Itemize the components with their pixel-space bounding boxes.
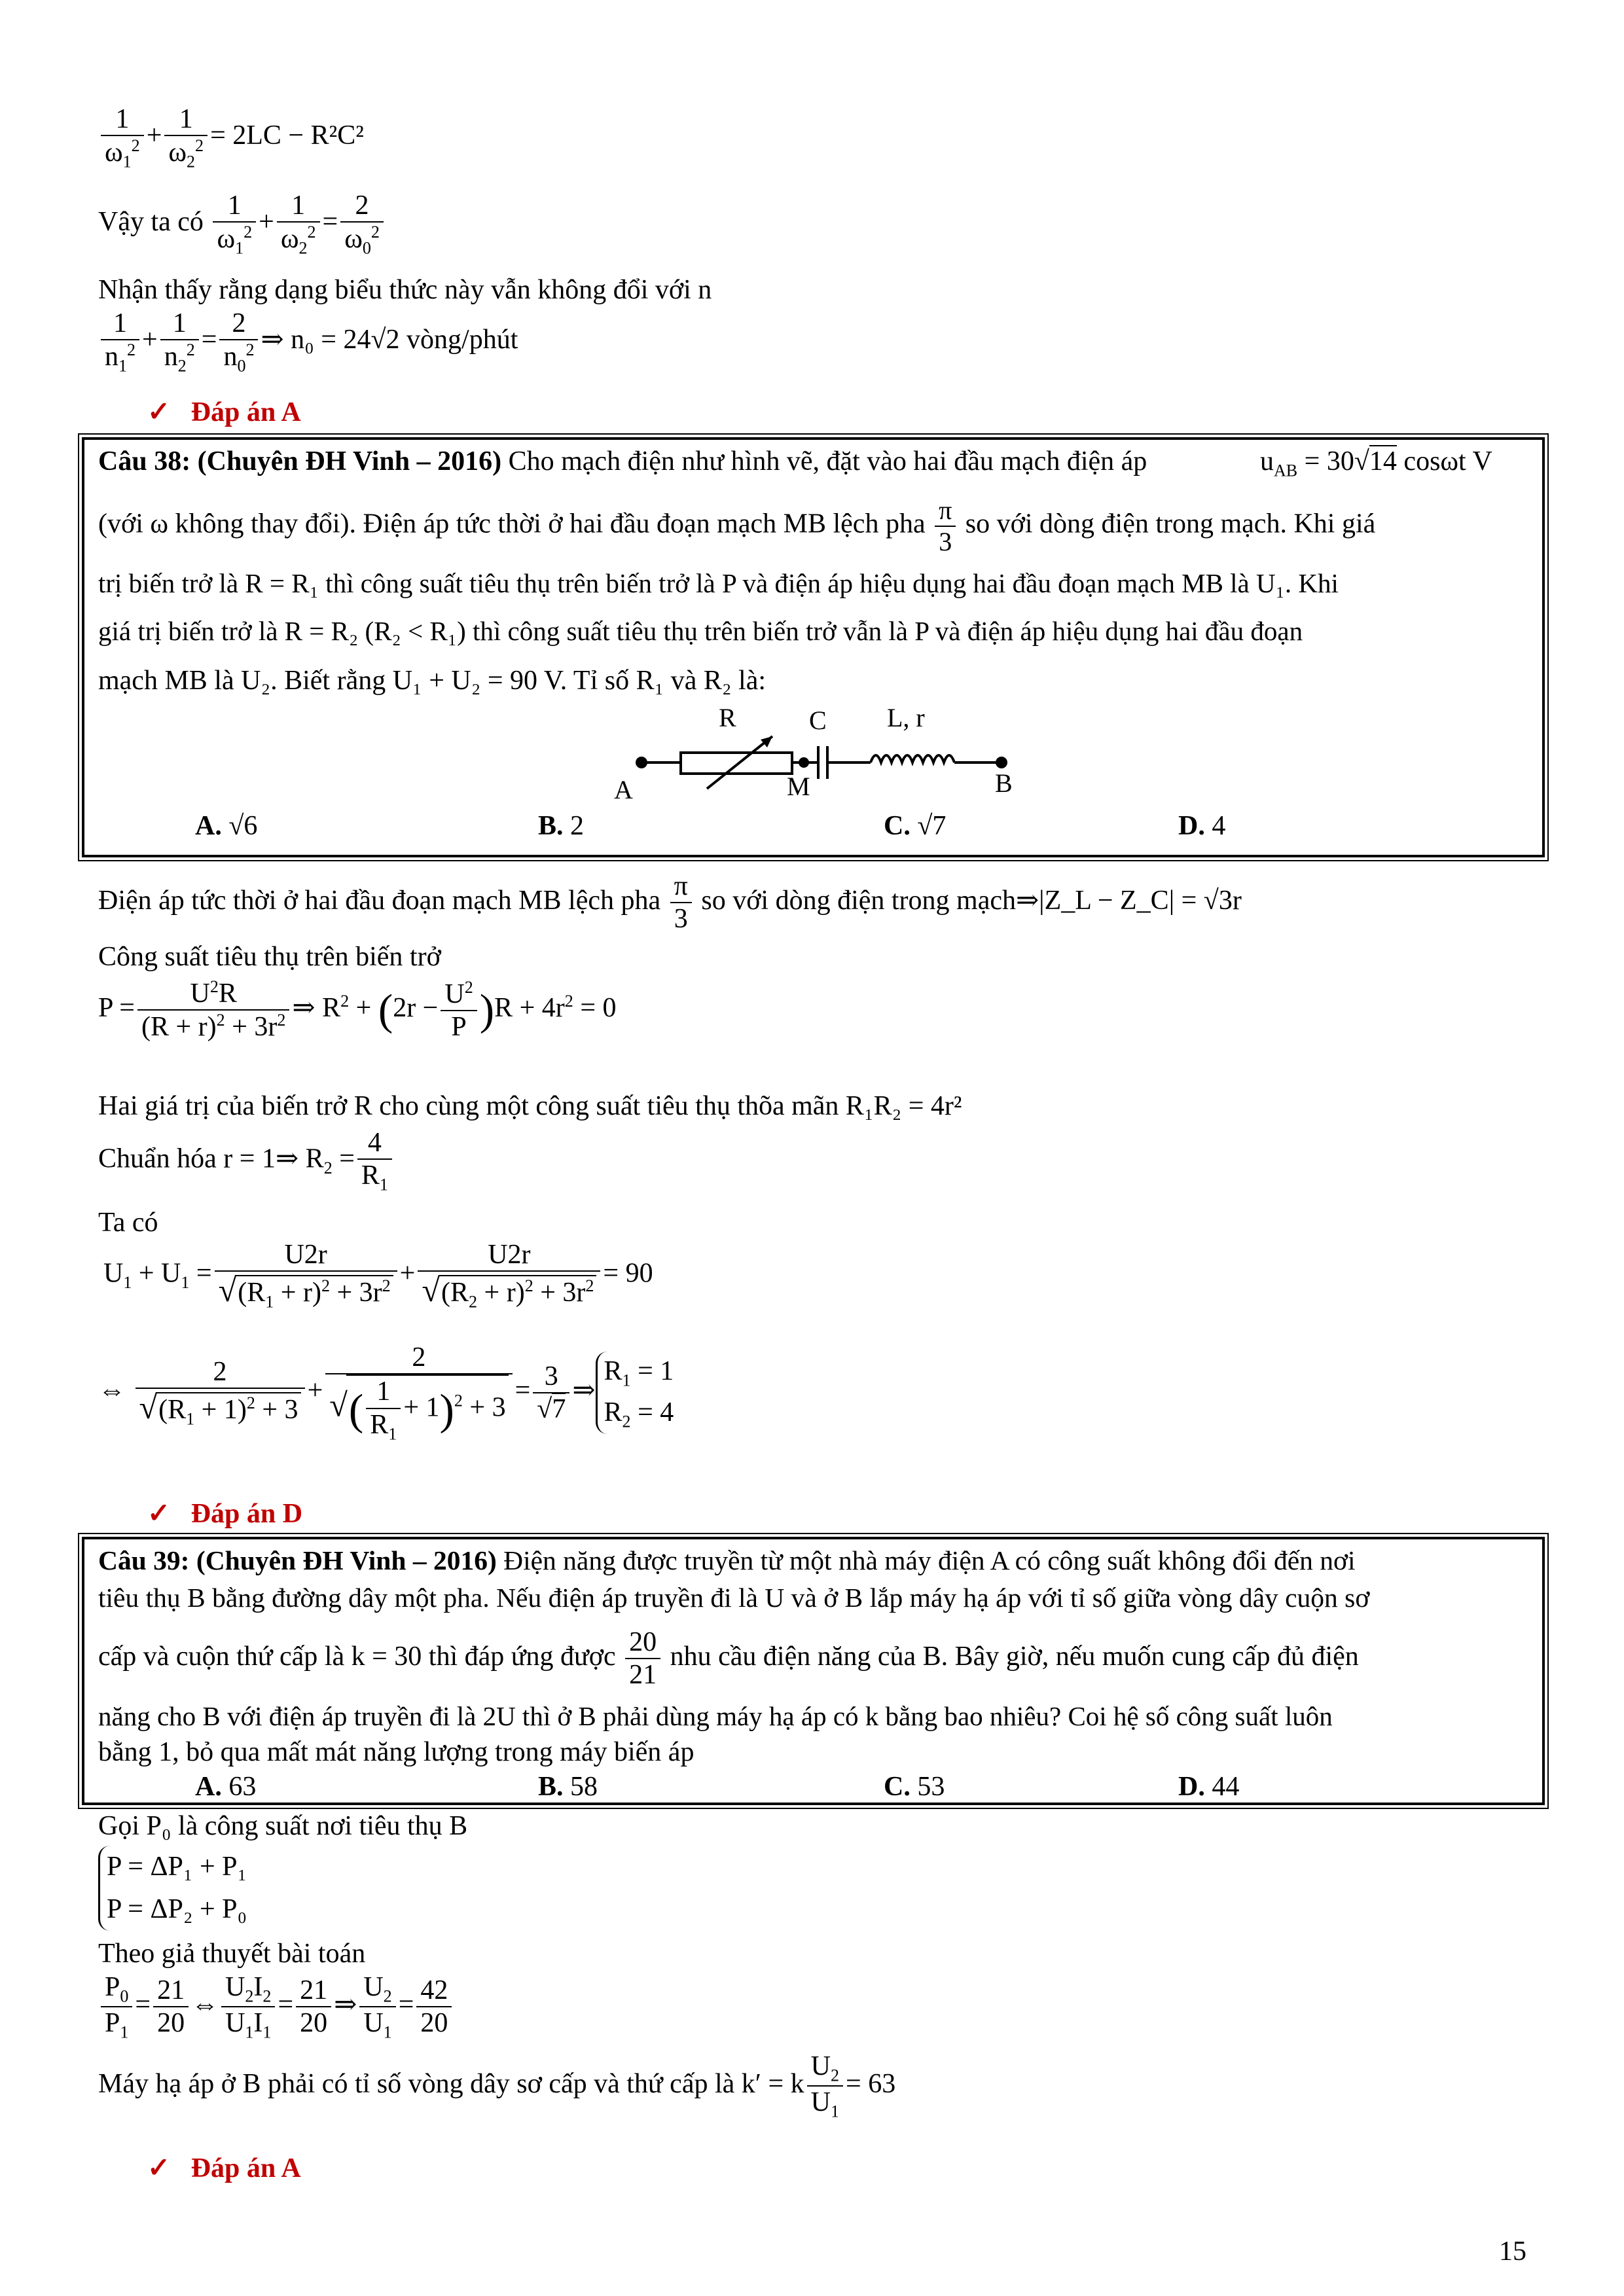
q39-label: Câu 39: (Chuyên ĐH Vinh – 2016) [98,1545,497,1575]
answer-38-text: Đáp án D [190,1499,303,1529]
eq-equiv: ⇔ $\frac{2}{√(R_1 + 1)^2 + 3}$ + 2 √( $\frac{1}{R_1}$ + 1)$^2$ + 3 = $\frac{3}{√7}$ $\Rightarrow R_1 = 1$ $R_2 = 4$ [98,1342,674,1443]
q39-line3: cấp và cuộn thứ cấp là k = 30 thì đáp ứng được $\frac{20}{21}$ nhu cầu điện năng của B. Bây giờ, nếu muốn cung cấp đủ điện [98,1627,1359,1691]
label-c: C [809,706,827,735]
q39-line4: năng cho B với điện áp truyền đi là 2U thì ở B phải dùng máy hạ áp có k bằng bao nhiêu? Coi hệ số công suất luôn [98,1701,1333,1731]
sol39-line2: Theo giả thuyết bài toán [98,1939,366,1969]
eq-ratio: $\frac{P_0}{P_1}$ = $\frac{21}{20}$ ⇔ $\frac{U_2I_2}{U_1I_1}$ = $\frac{21}{20}$ ⇒ $\frac{U_2}{U_1}$ = $\frac{42}{20}$ [98,1971,454,2043]
sol38-l1: Điện áp tức thời ở hai đầu đoạn mạch MB lệch pha [98,885,661,916]
q39-opt-a-text: 63 [228,1772,257,1802]
label-a: A [614,775,633,804]
q39-opt-b-letter: B. [538,1772,564,1802]
page-number: 15 [1499,2236,1526,2267]
q38-formula: $u_{AB} = 30√14$ cosωt V [1260,446,1492,480]
q39-opt-b-text: 58 [570,1772,598,1802]
n0-result: ⇒ n₀ = 24√2 vòng/phút [261,324,518,355]
q38-line1 [98,445,1147,478]
q39-opt-a [195,1770,256,1803]
sol38-line1: Điện áp tức thời ở hai đầu đoạn mạch MB lệch pha $\frac{\pi}{3}$ so với dòng điện trong mạch⇒|Z_L − Z_C| = √3r [98,871,1242,935]
q38-opt-d-letter: D. [1178,811,1205,841]
q38-opt-c [884,810,946,842]
answer-39-text: Đáp án A [190,2153,301,2183]
q39-opt-b [538,1770,598,1803]
answer-prev-text: Đáp án A [190,397,301,427]
q38-line2: (với ω không thay đổi). Điện áp tức thời ở hai đầu đoạn mạch MB lệch pha $\frac{\pi}{3}$ so với dòng điện trong mạch. Khi giá [98,495,1376,556]
sol38-line5: Ta có [98,1208,158,1238]
q38-label: Câu 38: (Chuyên ĐH Vinh – 2016) [98,446,502,476]
vay-ta-co: Vậy ta có $\frac{1}{\omega_1^2}$ + $\frac{1}{\omega_2^2}$ = $\frac{2}{\omega_0^2}$ [98,190,386,259]
sol38-line3: Hai giá trị của biến trở R cho cùng một công suất tiêu thụ thõa mãn R₁R₂ = 4r² [98,1091,962,1121]
q39-opt-a-letter: A. [195,1772,222,1802]
q39-opt-d-text: 44 [1212,1772,1240,1802]
answer-39 [147,2152,301,2185]
q38-opt-d [1178,810,1225,842]
q38-opt-c-letter: C. [884,811,911,841]
q39-line1 [98,1545,1356,1577]
q38-line4: giá trị biến trở là R = R₂ (R₂ < R₁) thì công suất tiêu thụ trên biến trở vẫn là P và điện áp hiệu dụng hai đầu đoạn [98,616,1303,646]
q39-line1-text: Điện năng được truyền từ một nhà máy điện A có công suất không đổi đến nơi [503,1545,1356,1575]
sol39-line1: Gọi P₀ là công suất nơi tiêu thụ B [98,1811,468,1841]
q38-line3: trị biến trở là R = R₁ thì công suất tiêu thụ trên biến trở là P và điện áp hiệu dụng hai đầu đoạn mạch MB là U₁. Khi [98,568,1339,598]
sys-eq1: P = ΔP₁ + P₁ [107,1852,247,1882]
nhan-thay: Nhận thấy rằng dạng biểu thức này vẫn không đổi với n [98,275,712,305]
circuit-diagram [609,700,1028,812]
q39-opt-c-letter: C. [884,1772,911,1802]
power-formula: P = $\frac{U^2R}{(R + r)^2 + 3r^2}$ ⇒ $R^2 + (2r$ − $\frac{U^2}{P}$ )$R + 4r^2 = 0$ [98,977,617,1043]
q39-line3a: cấp và cuộn thứ cấp là k = 30 thì đáp ứng được [98,1641,616,1672]
node-b [996,757,1007,768]
q38-line2b: so với dòng điện trong mạch. Khi giá [965,509,1376,539]
sol39-l3: Máy hạ áp ở B phải có tỉ số vòng dây sơ cấp và thứ cấp là k′ = k [98,2068,804,2099]
q39-opt-d [1178,1770,1239,1803]
check-icon: ✓ [147,1499,171,1529]
label-lr: L, r [887,703,925,732]
q39-line2: tiêu thụ B bằng đường dây một pha. Nếu điện áp truyền đi là U và ở B lắp máy hạ áp với tỉ số giữa vòng dây cuộn sơ [98,1583,1370,1613]
node-a [636,757,647,768]
q39-opt-c-text: 53 [917,1772,945,1802]
label-r: R [719,703,736,732]
check-icon: ✓ [147,397,171,427]
sol39-l3b: = 63 [846,2068,896,2099]
eq-omega-rhs: = 2LC − R²C² [210,120,364,151]
sol38-l4: Chuẩn hóa [98,1143,217,1174]
q38-opt-b-text: 2 [570,811,585,841]
q39-line5: bằng 1, bỏ qua mất mát năng lượng trong máy biến áp [98,1737,695,1767]
vay-ta-co-text: Vậy ta có [98,206,204,237]
q38-line2a: (với ω không thay đổi). Điện áp tức thời ở hai đầu đoạn mạch MB lệch pha [98,509,926,539]
resistor-rect [681,753,792,774]
label-m: M [787,772,810,801]
inductor-coil [871,755,954,762]
sol39-system [98,1846,247,1931]
q38-opt-a-text: √6 [228,811,258,841]
answer-prev [147,396,301,429]
q38-line5: mạch MB là U₂. Biết rằng U₁ + U₂ = 90 V. Tỉ số R₁ và R₂ là: [98,666,767,696]
q38-opt-a-letter: A. [195,811,222,841]
q38-line1-text: Cho mạch điện như hình vẽ, đặt vào hai đầu mạch điện áp [508,446,1147,476]
q38-opt-a [195,810,257,842]
eq-n: $\frac{1}{n_1^2}$ + $\frac{1}{n_2^2}$ = $\frac{2}{n_0^2}$ ⇒ n₀ = 24√2 vòng/phút [98,308,518,376]
q39-line3b: nhu cầu điện năng của B. Bây giờ, nếu muốn cung cấp đủ điện [670,1641,1359,1672]
q38-opt-b [538,810,584,842]
node-m [799,757,809,768]
check-icon: ✓ [147,2153,171,2183]
answer-38 [147,1498,302,1530]
eq-omega: $\frac{1}{\omega_1^2}$ + $\frac{1}{\omega_2^2}$ = 2LC − R²C² [98,103,364,172]
sol39-line3: Máy hạ áp ở B phải có tỉ số vòng dây sơ cấp và thứ cấp là k′ = k $\frac{U_2}{U_1}$ = 63 [98,2051,896,2121]
eq-u1u2: $U_1 + U_1$ = $\frac{U2r}{√(R_1 + r)^2 + 3r^2}$ + $\frac{U2r}{√(R_2 + r)^2 + 3r^2}$ = 90 [103,1240,653,1312]
label-b: B [995,768,1013,798]
q38-opt-b-letter: B. [538,811,564,841]
q39-opt-c [884,1770,945,1803]
sol38-line2: Công suất tiêu thụ trên biến trở [98,942,441,972]
sol38-l1b: so với dòng điện trong mạch⇒|Z_L − Z_C| = √3r [701,885,1242,916]
sol38-line4: Chuẩn hóa r = 1⇒ $R_2$ = $\frac{4}{R_1}$ [98,1127,395,1195]
sys-eq2: P = ΔP₂ + P₀ [107,1894,247,1925]
rheostat-arrow [707,736,772,789]
q38-opt-c-text: √7 [917,811,947,841]
q39-opt-d-letter: D. [1178,1772,1205,1802]
q38-opt-d-text: 4 [1212,811,1226,841]
